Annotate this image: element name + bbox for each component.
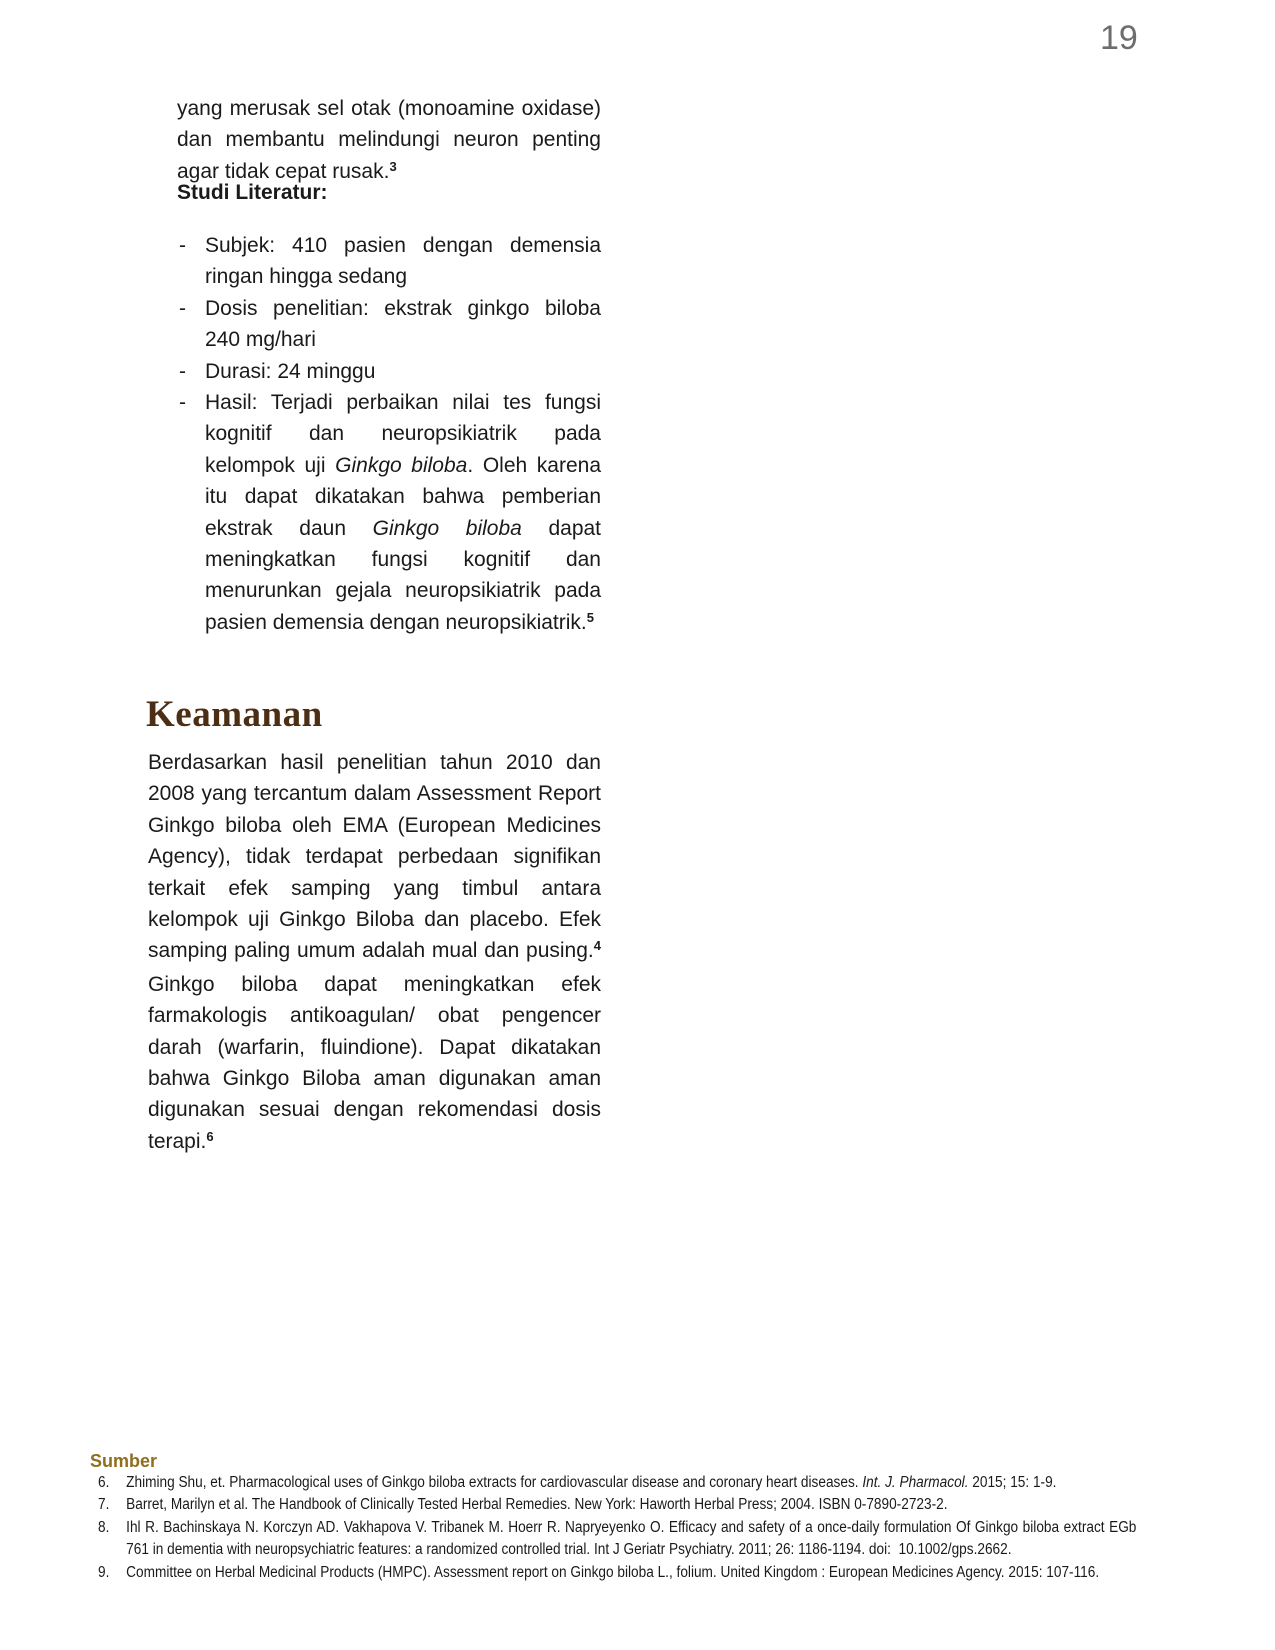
reference-text: Ihl R. Bachinskaya N. Korczyn AD. Vakhapova V. Tribanek M. Hoerr R. Napryeyenko O. Efficacy and safety of a once-daily formulation Of Ginkgo biloba extract EGb 761 in dementia with neuropsychiatric features: a randomized controlled trial. Int J Geriatr Psychiatry. 2011; 26: 1186-1194. doi: 10.1002/gps.2662. bbox=[126, 1518, 1141, 1559]
study-list-item bbox=[179, 356, 601, 387]
intro-paragraph: yang merusak sel otak (monoamine oxidase) dan membantu melindungi neuron penting agar tidak cepat rusak.$^3$ bbox=[177, 97, 601, 183]
reference-item bbox=[98, 1517, 1141, 1562]
safety-paragraph: Berdasarkan hasil penelitian tahun 2010 dan 2008 yang tercantum dalam Assessment Report Ginkgo biloba oleh EMA (European Medicines Agency), tidak terdapat perbedaan signifikan terkait efek samping yang timbul antara kelompok uji Ginkgo Biloba dan placebo. Efek samping paling umum adalah mual dan pusing.$^4$ Ginkgo biloba dapat meningkatkan efek farmakologis antikoagulan/ obat pengencer darah (warfarin, fluindione). Dapat dikatakan bahwa Ginkgo Biloba aman digunakan aman digunakan sesuai dengan rekomendasi dosis terapi.$^6$ bbox=[148, 751, 601, 1153]
reference-item bbox=[98, 1562, 1136, 1584]
study-item-text: Durasi: 24 minggu bbox=[205, 359, 376, 383]
study-list-item bbox=[179, 230, 601, 293]
references-list bbox=[98, 1472, 1141, 1584]
sumber-heading: Sumber bbox=[90, 1451, 158, 1471]
reference-item bbox=[98, 1494, 1136, 1516]
study-item-text: Dosis penelitian: ekstrak ginkgo biloba 240 mg/hari bbox=[205, 296, 601, 352]
reference-number: 9. bbox=[98, 1563, 110, 1581]
reference-number: 6. bbox=[98, 1474, 110, 1491]
dash-bullet: - bbox=[179, 234, 186, 257]
dash-bullet: - bbox=[179, 391, 186, 415]
reference-text: Barret, Marilyn et al. The Handbook of Clinically Tested Herbal Remedies. New York: Haworth Herbal Press; 2004. ISBN 0-7890-2723-2. bbox=[126, 1496, 948, 1514]
study-list-item bbox=[179, 293, 601, 356]
study-list bbox=[179, 230, 601, 640]
reference-item bbox=[98, 1472, 1136, 1494]
keamanan-section-heading: Keamanan bbox=[146, 694, 323, 735]
reference-number: 8. bbox=[98, 1518, 110, 1536]
page-number: 19 bbox=[1100, 19, 1138, 57]
dash-bullet: - bbox=[179, 296, 186, 320]
study-list-item bbox=[179, 387, 601, 640]
reference-text: Zhiming Shu, et. Pharmacological uses of Ginkgo biloba extracts for cardiovascular disease and coronary heart diseases. Int. J. Pharmacol. 2015; 15: 1-9. bbox=[126, 1474, 1057, 1491]
reference-text: Committee on Herbal Medicinal Products (HMPC). Assessment report on Ginkgo biloba L., folium. United Kingdom : European Medicines Agency. 2015: 107-116. bbox=[126, 1563, 1100, 1581]
dash-bullet: - bbox=[179, 359, 186, 383]
study-item-text: Subjek: 410 pasien dengan demensia ringan hingga sedang bbox=[205, 234, 601, 289]
study-item-text: Hasil: Terjadi perbaikan nilai tes fungsi kognitif dan neuropsikiatrik pada kelompok uji Ginkgo biloba. Oleh karena itu dapat dikatakan bahwa pemberian ekstrak daun Ginkgo biloba dapat meningkatkan fungsi kognitif dan menurunkan gejala neuropsikiatrik pada pasien demensia dengan neuropsikiatrik.$^5$ bbox=[205, 391, 602, 634]
reference-number: 7. bbox=[98, 1496, 110, 1514]
study-literature-heading: Studi Literatur: bbox=[177, 181, 328, 204]
